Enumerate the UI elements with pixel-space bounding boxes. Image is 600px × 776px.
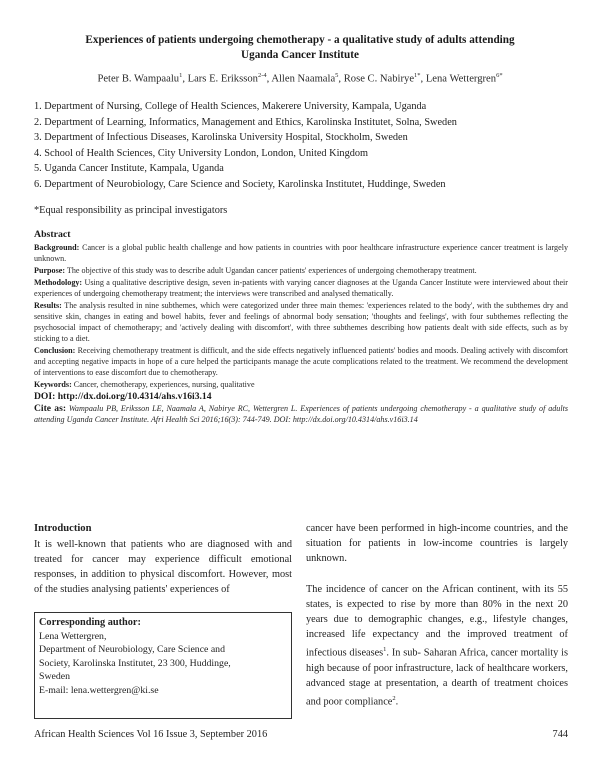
affiliation-list bbox=[34, 99, 574, 192]
author-name: Rose C. Nabirye bbox=[343, 73, 415, 85]
purpose-label: Purpose: bbox=[34, 266, 66, 276]
corresponding-author-name: Lena Wettergren, bbox=[39, 630, 107, 642]
affiliation-item: 4. School of Health Sciences, City University London, London, United Kingdom bbox=[34, 147, 369, 159]
introduction-text: It is well-known that patients who are diagnosed with and treated for cancer may experience difficult emotional responses, in addition to physical discomfort. However, most of the studies analysing patients' experiences of bbox=[34, 539, 292, 595]
page-footer bbox=[34, 729, 568, 740]
abstract-results bbox=[34, 300, 568, 345]
page-number: 744 bbox=[552, 729, 568, 740]
abstract-section bbox=[34, 229, 568, 426]
citation bbox=[34, 403, 568, 425]
keywords-label: Keywords: bbox=[34, 380, 72, 390]
introduction-heading: Introduction bbox=[34, 523, 92, 534]
affiliation-item: 6. Department of Neurobiology, Care Science and Society, Karolinska Institutet, Huddinge, Sweden bbox=[34, 178, 446, 190]
author-name: Peter B. Wampaalu bbox=[97, 73, 180, 85]
affiliation-item: 1. Department of Nursing, College of Health Sciences, Makerere University, Kampala, Uganda bbox=[34, 101, 427, 112]
citation-text: Wampaalu PB, Eriksson LE, Naamala A, Nabirye RC, Wettergren L. Experiences of patients undergoing chemotherapy - a qualitative study of adults attending Uganda Cancer Institute. Afri Health Sci 2016;16(3): 744-749. DOI: http://dx.doi.org/10.4314/ahs.v16i3.14 bbox=[34, 404, 568, 425]
methodology-label: Methodology: bbox=[34, 277, 83, 287]
affiliation-item: 3. Department of Infectious Diseases, Karolinska University Hospital, Stockholm, Sweden bbox=[34, 132, 408, 143]
introduction-column bbox=[34, 521, 292, 597]
body-right-column bbox=[306, 521, 568, 710]
paragraph-text: The incidence of cancer on the African continent, with its 55 states, is expected to rise by more than 80% in the next 20 years due to demographic changes, e.g., lifestyle changes, increased life expectancy and the improved treatment of infectious diseases bbox=[306, 583, 568, 659]
background-label: Background: bbox=[34, 243, 80, 253]
purpose-text: The objective of this study was to describe adult Ugandan cancer patients' experiences of undergoing chemotherapy treatment. bbox=[66, 266, 477, 276]
abstract-heading: Abstract bbox=[34, 229, 71, 240]
body-paragraph bbox=[306, 582, 568, 710]
citation-marker: 2 bbox=[392, 695, 396, 703]
corresponding-author-heading: Corresponding author: bbox=[39, 617, 141, 628]
abstract-conclusion bbox=[34, 345, 568, 379]
paragraph-text: . In sub- Saharan Africa, cancer mortality is high because of poor infrastructure, lack of healthcare workers, advanced stage at presentation, a dearth of treatment choices and poor compliance bbox=[306, 647, 569, 708]
corresponding-author-email[interactable]: E-mail: lena.wettergren@ki.se bbox=[39, 684, 159, 696]
equal-responsibility-note: *Equal responsibility as principal investigators bbox=[34, 205, 228, 216]
title-line-2: Uganda Cancer Institute bbox=[241, 49, 359, 61]
author-name: Allen Naamala bbox=[271, 73, 336, 85]
cite-label: Cite as: bbox=[34, 403, 67, 415]
methodology-text: Using a qualitative descriptive design, seven in-patients with varying cancer diagnoses at the Uganda Cancer Institute were interviewed about their experiences of undergoing chemotherapy treatment; the interviews were transcribed and analysed thematically. bbox=[34, 277, 568, 299]
affiliation-item: 5. Uganda Cancer Institute, Kampala, Uganda bbox=[34, 163, 224, 174]
results-text: The analysis resulted in nine subthemes, which were categorized under three main themes: 'experiences related to the body', with the subthemes dry and sensitive skin, changes in eating and bowel habits, fever and feelings of abnormal body sensation; 'thoughts and feelings', with four subthemes reflecting the psychosocial impact of chemotherapy; and 'actively dealing with discomfort', with three subthemes describing how patients dealt with side effects, such as by sticking to a diet. bbox=[34, 300, 568, 344]
abstract-background bbox=[34, 242, 568, 264]
affiliation-item: 2. Department of Learning, Informatics, Management and Ethics, Karolinska Institutet, Solna, Sweden bbox=[34, 116, 457, 128]
abstract-methodology bbox=[34, 277, 568, 299]
corresponding-author-address-line: Society, Karolinska Institutet, 23 300, Huddinge, bbox=[39, 657, 231, 669]
article-title bbox=[40, 33, 560, 63]
results-label: Results: bbox=[34, 300, 62, 310]
background-text: Cancer is a global public health challenge and how patients in countries with poor healthcare infrastructure experience cancer treatment is largely unknown. bbox=[34, 243, 568, 264]
author-affiliation-marker: 5 bbox=[335, 72, 339, 79]
conclusion-text: Receiving chemotherapy treatment is difficult, and the side effects negatively influenced patients' bodies and moods. Dealing actively with discomfort and accepting negative impacts in hope of a cure helped the participants manage the acute complications related to the treatment. We recommend the development of interventions to ease discomfort due to chemotherapy. bbox=[34, 346, 568, 378]
author-affiliation-marker: 1 bbox=[179, 72, 183, 79]
corresponding-author-address-line: Department of Neurobiology, Care Science and bbox=[39, 644, 225, 656]
abstract-purpose bbox=[34, 265, 568, 276]
author-affiliation-marker: 6* bbox=[496, 72, 503, 79]
corresponding-author-country: Sweden bbox=[39, 671, 71, 683]
abstract-keywords bbox=[34, 379, 568, 390]
journal-info: African Health Sciences Vol 16 Issue 3, September 2016 bbox=[34, 729, 268, 740]
author-affiliation-marker: 1* bbox=[414, 72, 421, 79]
corresponding-author-box bbox=[34, 612, 292, 719]
paragraph-text: . bbox=[395, 696, 399, 708]
conclusion-label: Conclusion: bbox=[34, 346, 76, 356]
keywords-text: Cancer, chemotherapy, experiences, nursing, qualitative bbox=[73, 380, 255, 390]
citation-marker: 1 bbox=[383, 646, 387, 654]
body-paragraph: cancer have been performed in high-income countries, and the situation for patients in low-income countries is largely unknown. bbox=[306, 523, 568, 565]
doi-link[interactable]: DOI: http://dx.doi.org/10.4314/ahs.v16i3.14 bbox=[34, 390, 212, 402]
title-line-1: Experiences of patients undergoing chemotherapy - a qualitative study of adults attending bbox=[85, 34, 515, 46]
author-affiliation-marker: 2-4 bbox=[257, 72, 267, 79]
author-name: Lars E. Eriksson bbox=[187, 73, 258, 85]
author-name: Lena Wettergren bbox=[425, 73, 497, 85]
author-list: Peter B. Wampaalu$^1$, Lars E. Eriksson$^{2-4}$, Allen Naamala$^5$, Rose C. Nabirye$^{1*}$, Lena Wettergren$^{6*}$ bbox=[97, 72, 503, 85]
